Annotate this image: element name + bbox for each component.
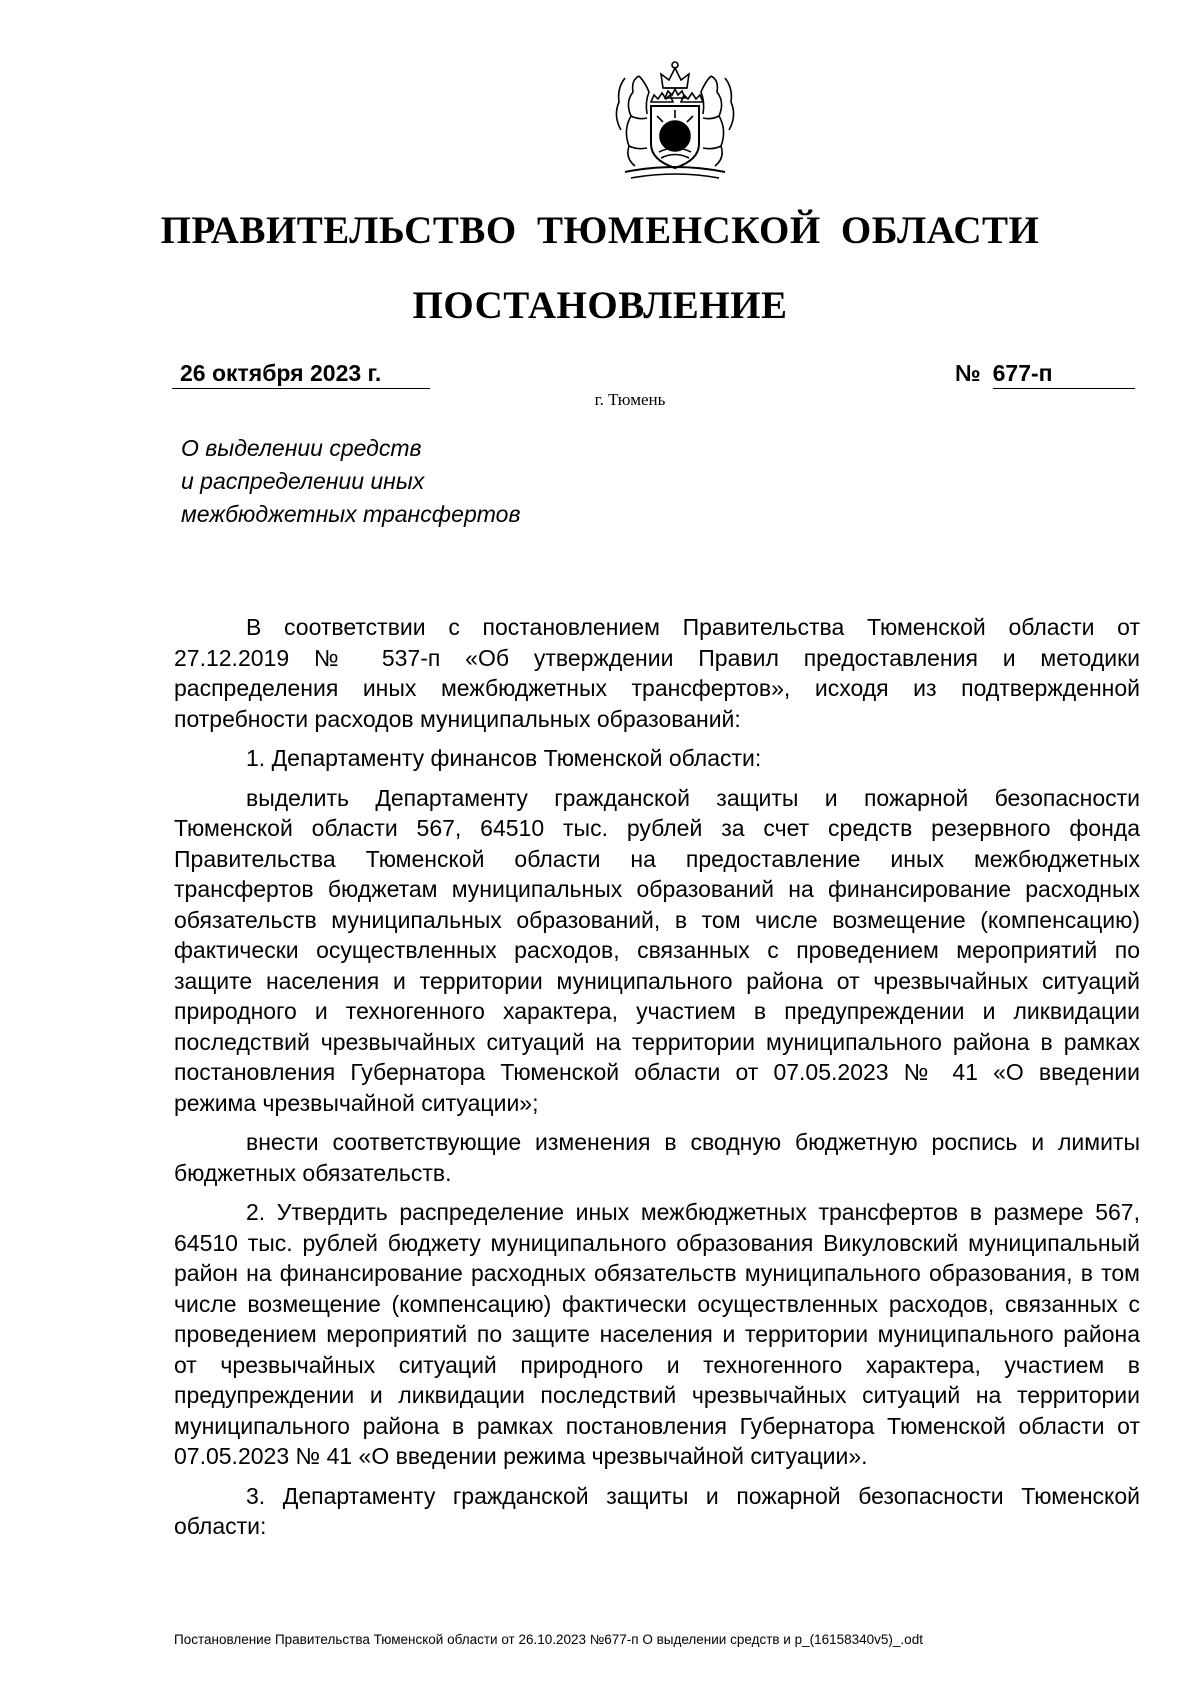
document-body xyxy=(174,612,1140,1551)
document-number xyxy=(955,357,1135,389)
document-date: 26 октября 2023 г. xyxy=(172,357,430,389)
left-sable-icon xyxy=(616,76,649,166)
city-label: г. Тюмень xyxy=(594,390,666,409)
shield-icon xyxy=(651,106,699,168)
body-paragraph: В соответствии с постановлением Правительства Тюменской области от 27.12.2019 № 537-п «Об утверждении Правил предоставления и методики распределения иных межбюджетных трансфертов», исходя из подтвержденной потребности расходов муниципальных образований: xyxy=(174,614,1140,732)
right-sable-icon xyxy=(701,76,734,166)
crown-icon xyxy=(661,62,689,88)
coat-of-arms-icon xyxy=(595,58,755,188)
subject-line: и распределении иных xyxy=(181,468,425,494)
body-paragraph: 1. Департаменту финансов Тюменской области: xyxy=(246,745,762,771)
body-paragraph: выделить Департаменту гражданской защиты и пожарной безопасности Тюменской области 567, 64510 тыс. рублей за счет средств резервного фонда Правительства Тюменской области на предоставление иных межбюджетных трансфертов бюджетам муниципальных образований на финансирование расходных обязательств муниципальных образований, в том числе возмещение (компенсацию) фактически осуществленных расходов, связанных с проведением мероприятий по защите населения и территории муниципального района от чрезвычайных ситуаций природного и техногенного характера, участием в предупреждении и ликвидации последствий чрезвычайных ситуаций на территории муниципального района в рамках постановления Губернатора Тюменской области от 07.05.2023 № 41 «О введении режима чрезвычайной ситуации»; xyxy=(174,784,1140,1116)
document-subject xyxy=(181,432,520,531)
body-paragraph: внести соответствующие изменения в сводную бюджетную роспись и лимиты бюджетных обязательств. xyxy=(174,1129,1140,1186)
number-sign: № xyxy=(955,360,981,386)
document-type-title: ПОСТАНОВЛЕНИЕ xyxy=(412,284,788,327)
page-footer: Постановление Правительства Тюменской области от 26.10.2023 №677-п О выделении средств и р_(16158340v5)_.odt xyxy=(174,1632,923,1647)
subject-line: О выделении средств xyxy=(181,435,422,461)
body-paragraph: 3. Департаменту гражданской защиты и пожарной безопасности Тюменской области: xyxy=(174,1482,1140,1539)
small-crowns-icon xyxy=(651,89,703,102)
subject-line: межбюджетных трансфертов xyxy=(181,501,521,527)
number-value: 677-п xyxy=(993,357,1135,389)
organization-title: ПРАВИТЕЛЬСТВО ТЮМЕНСКОЙ ОБЛАСТИ xyxy=(160,209,1040,252)
body-paragraph: 2. Утвердить распределение иных межбюджетных трансфертов в размере 567, 64510 тыс. рублей бюджету муниципального образования Викуловский муниципальный район на финансирование расходных обязательств муниципального образования, в том числе возмещение (компенсацию) фактически осуществленных расходов, связанных с проведением мероприятий по защите населения и территории муниципального района от чрезвычайных ситуаций природного и техногенного характера, участием в предупреждении и ликвидации последствий чрезвычайных ситуаций на территории муниципального района в рамках постановления Губернатора Тюменской области от 07.05.2023 № 41 «О введении режима чрезвычайной ситуации». xyxy=(174,1199,1140,1469)
